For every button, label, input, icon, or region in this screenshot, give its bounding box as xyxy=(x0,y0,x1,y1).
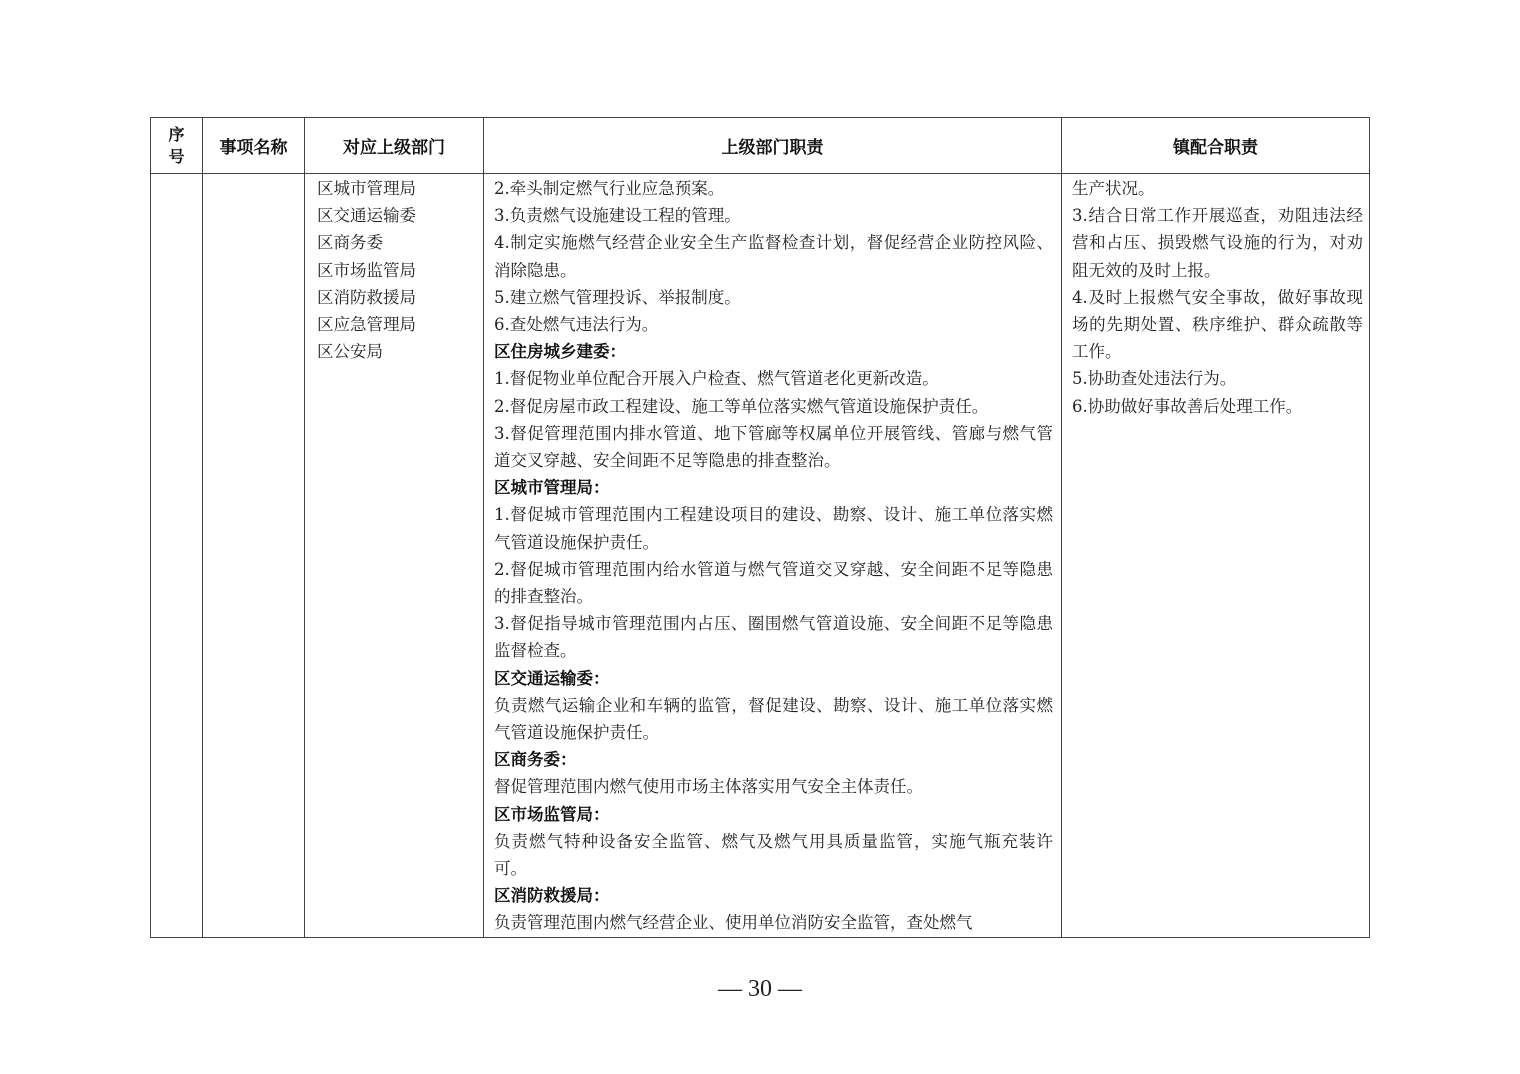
cell-superior-duty xyxy=(484,174,1062,938)
duty-item: 4.制定实施燃气经营企业安全生产监督检查计划，督促经营企业防控风险、消除隐患。 xyxy=(494,233,1053,280)
dept-item: 区商务委 xyxy=(317,233,383,253)
duty-item: 2.督促城市管理范围内给水管道与燃气管道交叉穿越、安全间距不足等隐患的排查整治。 xyxy=(494,559,1053,607)
town-duty-item: 4.及时上报燃气安全事故，做好事故现场的先期处置、秩序维护、群众疏散等工作。 xyxy=(1072,287,1363,362)
dept-item: 区交通运输委 xyxy=(317,206,416,226)
duty-item: 1.督促城市管理范围内工程建设项目的建设、勘察、设计、施工单位落实燃气管道设施保护责任。 xyxy=(494,505,1053,552)
duty-dept-heading: 区商务委： xyxy=(494,750,577,770)
header-item-name: 事项名称 xyxy=(203,118,305,174)
cell-seq xyxy=(151,174,203,938)
duty-item: 3.负责燃气设施建设工程的管理。 xyxy=(494,206,741,226)
header-town-duty: 镇配合职责 xyxy=(1062,118,1370,174)
duty-item: 2.督促房屋市政工程建设、施工等单位落实燃气管道设施保护责任。 xyxy=(494,396,989,416)
duty-item: 1.督促物业单位配合开展入户检查、燃气管道老化更新改造。 xyxy=(494,369,939,389)
cell-superior-dept xyxy=(305,174,484,938)
cell-item-name xyxy=(203,174,305,938)
duty-item: 2.牵头制定燃气行业应急预案。 xyxy=(494,179,725,198)
header-superior-duty: 上级部门职责 xyxy=(484,118,1062,174)
duty-item: 5.建立燃气管理投诉、举报制度。 xyxy=(494,287,741,307)
duty-item: 3.督促管理范围内排水管道、地下管廊等权属单位开展管线、管廊与燃气管道交叉穿越、安全间距不足等隐患的排查整治。 xyxy=(494,423,1053,471)
dept-item: 区消防救援局 xyxy=(317,287,416,307)
cell-town-duty xyxy=(1062,174,1370,938)
duty-item: 负责燃气运输企业和车辆的监管，督促建设、勘察、设计、施工单位落实燃气管道设施保护责任。 xyxy=(494,695,1053,743)
duty-dept-heading: 区交通运输委： xyxy=(494,668,610,688)
dept-item: 区市场监管局 xyxy=(317,260,416,280)
duty-dept-heading: 区城市管理局： xyxy=(494,478,610,498)
page-number: — 30 — xyxy=(718,976,802,1002)
dept-item: 区城市管理局 xyxy=(317,179,416,198)
duty-dept-heading: 区消防救援局： xyxy=(494,886,610,906)
responsibility-table xyxy=(150,117,1370,938)
town-duty-item: 6.协助做好事故善后处理工作。 xyxy=(1072,396,1303,416)
duty-item: 督促管理范围内燃气使用市场主体落实用气安全主体责任。 xyxy=(494,777,923,797)
duty-dept-heading: 区住房城乡建委： xyxy=(494,342,626,362)
header-superior-dept: 对应上级部门 xyxy=(305,118,484,174)
town-duty-item: 生产状况。 xyxy=(1072,179,1155,198)
dept-item: 区公安局 xyxy=(317,342,383,362)
table-header-row xyxy=(151,118,1370,174)
header-seq xyxy=(151,118,203,174)
duty-item: 负责管理范围内燃气经营企业、使用单位消防安全监管，查处燃气 xyxy=(494,913,973,933)
table-row xyxy=(151,174,1370,938)
header-seq-label: 序号 xyxy=(168,124,185,166)
dept-item: 区应急管理局 xyxy=(317,315,416,335)
duty-item: 3.督促指导城市管理范围内占压、圈围燃气管道设施、安全间距不足等隐患监督检查。 xyxy=(494,614,1053,661)
duty-item: 6.查处燃气违法行为。 xyxy=(494,315,659,335)
duty-item: 负责燃气特种设备安全监管、燃气及燃气用具质量监管，实施气瓶充装许可。 xyxy=(494,831,1053,879)
duty-dept-heading: 区市场监管局： xyxy=(494,804,610,824)
town-duty-item: 3.结合日常工作开展巡查，劝阻违法经营和占压、损毁燃气设施的行为，对劝阻无效的及时上报。 xyxy=(1072,206,1363,280)
town-duty-item: 5.协助查处违法行为。 xyxy=(1072,369,1237,389)
